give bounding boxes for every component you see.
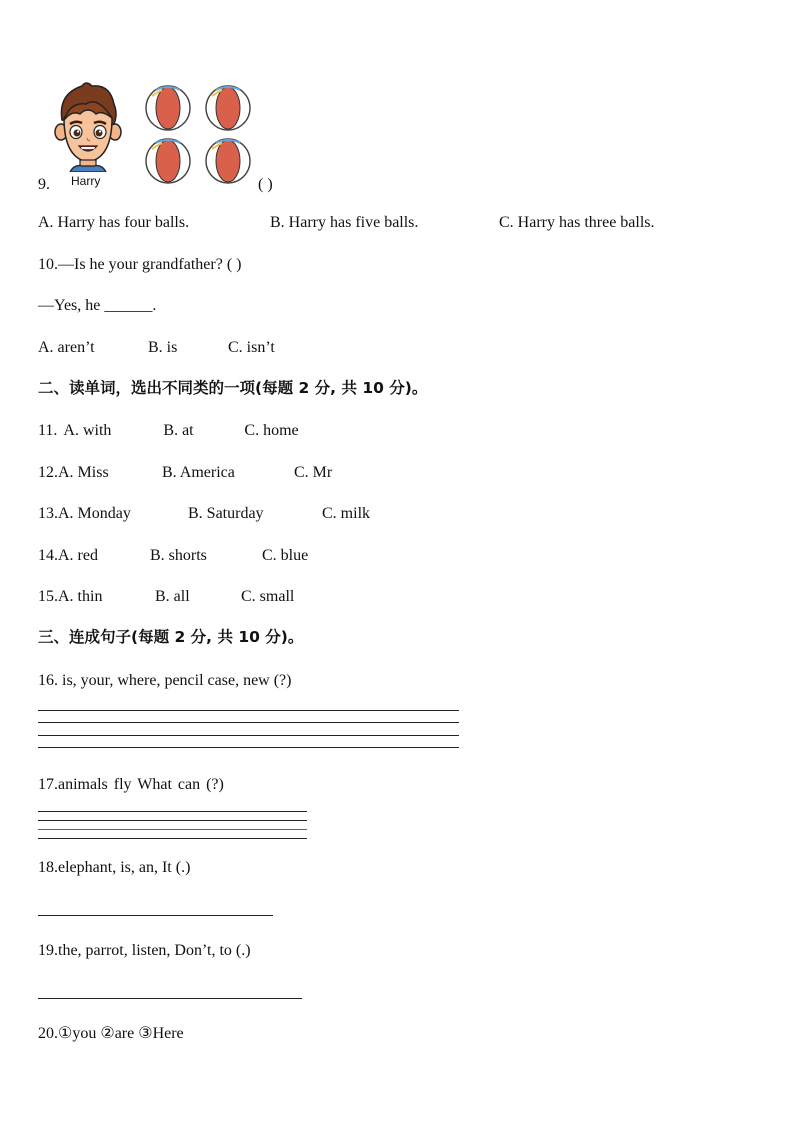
q15-option-a: A. thin	[58, 588, 103, 605]
q15-option-b: B. all	[155, 588, 190, 605]
q13-option-c: C. milk	[322, 505, 371, 522]
q9-number: 9.	[38, 176, 50, 193]
q9-answer-blank: ( )	[258, 176, 273, 193]
q17-answer-line[interactable]	[38, 838, 307, 839]
q14-number: 14.	[38, 547, 58, 564]
q11-option-b: B. at	[163, 422, 194, 439]
q16-answer-line[interactable]	[38, 710, 459, 711]
q18-answer-line[interactable]	[38, 915, 273, 916]
q12-number: 12.	[38, 464, 58, 481]
q17-answer-line-red[interactable]	[38, 829, 307, 830]
section3-heading: 三、连成句子(每题 2 分, 共 10 分)。	[38, 628, 304, 646]
harry-boy-illustration	[52, 80, 124, 172]
q13-number: 13.	[38, 505, 58, 522]
q10-reply: —Yes, he ______.	[38, 297, 157, 314]
q17-text: 17.animals fly What can (?)	[38, 776, 224, 793]
q17-answer-line[interactable]	[38, 811, 307, 812]
q10-option-b: B. is	[148, 339, 178, 356]
q14-option-c: C. blue	[262, 547, 309, 564]
q12-option-c: C. Mr	[294, 464, 333, 481]
q17-answer-line[interactable]	[38, 820, 307, 821]
ball-icon	[146, 139, 190, 183]
q12-row	[38, 463, 332, 483]
ball-icon	[146, 86, 190, 130]
q19-answer-line[interactable]	[38, 998, 302, 999]
q20-text: 20.①you ②are ③Here	[38, 1025, 184, 1042]
q11-option-a: A. with	[63, 422, 112, 439]
harry-label: Harry	[71, 174, 101, 188]
q14-row	[38, 546, 308, 566]
q9-option-b: B. Harry has five balls.	[270, 214, 419, 231]
section2-heading: 二、读单词，选出不同类的一项(每题 2 分, 共 10 分)。	[38, 379, 428, 397]
q10-option-c: C. isn’t	[228, 339, 275, 356]
q16-text: 16. is, your, where, pencil case, new (?)	[38, 672, 292, 689]
q11-row	[38, 421, 299, 441]
q12-option-b: B. America	[162, 464, 235, 481]
q19-text: 19.the, parrot, listen, Don’t, to (.)	[38, 942, 251, 959]
q15-number: 15.	[38, 588, 58, 605]
q11-option-c: C. home	[244, 422, 299, 439]
q10-option-a: A. aren’t	[38, 339, 95, 356]
q9-options	[38, 213, 655, 233]
q10-question: 10.—Is he your grandfather? ( )	[38, 256, 242, 273]
q12-option-a: A. Miss	[58, 464, 109, 481]
q16-answer-line[interactable]	[38, 747, 459, 748]
q15-option-c: C. small	[241, 588, 295, 605]
q16-answer-line[interactable]	[38, 722, 459, 723]
balls-illustration	[142, 82, 254, 186]
q13-row	[38, 504, 370, 524]
q14-option-b: B. shorts	[150, 547, 207, 564]
q15-row	[38, 587, 294, 607]
q10-options	[38, 338, 275, 358]
ball-icon	[206, 139, 250, 183]
q14-option-a: A. red	[58, 547, 98, 564]
q13-option-b: B. Saturday	[188, 505, 264, 522]
q18-text: 18.elephant, is, an, It (.)	[38, 859, 191, 876]
q11-number: 11.	[38, 422, 58, 439]
q16-answer-line[interactable]	[38, 735, 459, 736]
q9-option-c: C. Harry has three balls.	[499, 214, 655, 231]
ball-icon	[206, 86, 250, 130]
q13-option-a: A. Monday	[58, 505, 131, 522]
q9-option-a: A. Harry has four balls.	[38, 214, 190, 231]
